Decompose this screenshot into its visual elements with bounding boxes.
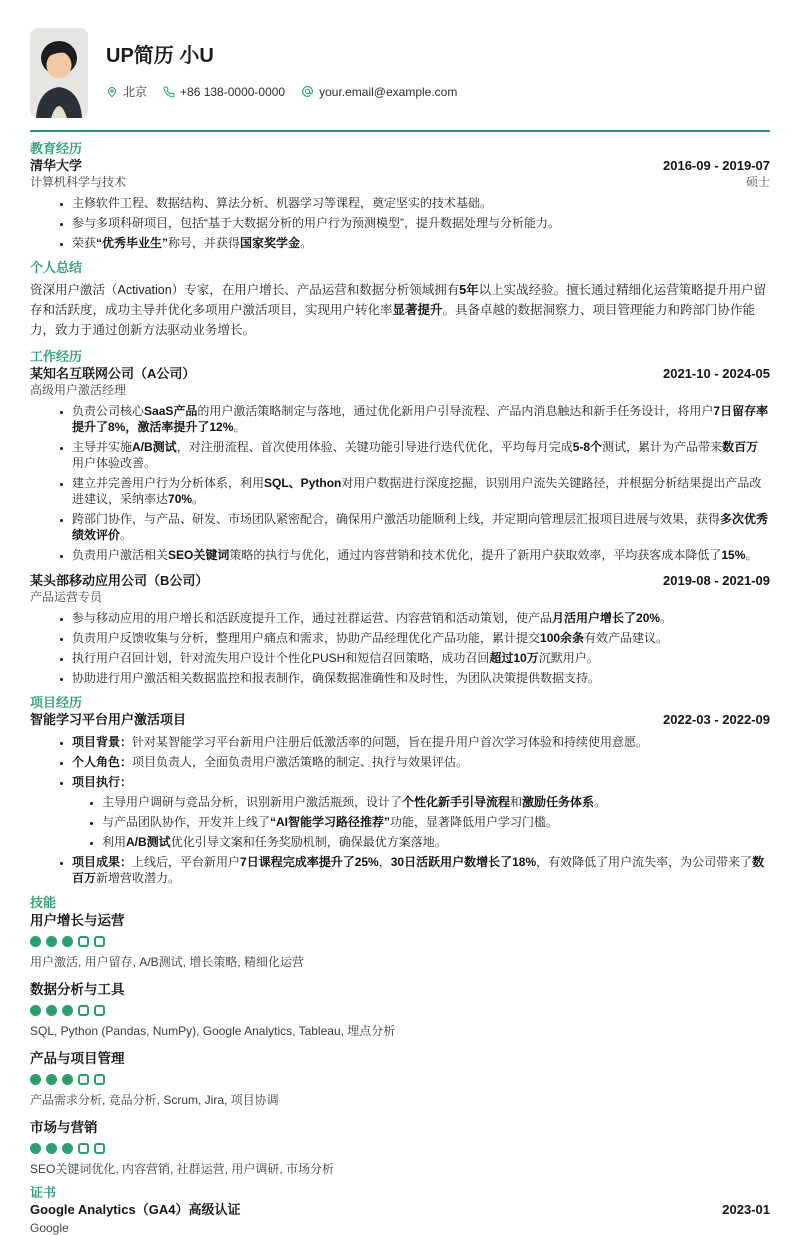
section-work — [30, 349, 770, 686]
sub-bullet-item: • 主导用户调研与竞品分析，识别新用户激活瓶颈，设计了个性化新手引导流程和激励任务体系。 — [102, 794, 770, 810]
bullet-item: • 主导并实施A/B测试，对注册流程、首次使用体验、关键功能引导进行迭代优化，平均每月完成5-8个测试，累计为产品带来数百万用户体验改善。 — [72, 439, 770, 471]
profile-photo — [30, 28, 88, 118]
phone-icon — [163, 86, 175, 98]
bold-text: 激励任务体系 — [522, 795, 595, 809]
section-skills — [30, 895, 770, 1176]
entry-subtitle-right: 硕士 — [745, 175, 770, 189]
bullet-list — [30, 195, 770, 251]
bold-text: “优秀毕业生” — [96, 236, 169, 250]
entry — [30, 158, 770, 251]
resume-header — [30, 0, 770, 118]
section-heading: 项目经历 — [30, 695, 83, 710]
bold-text: 国家奖学金 — [240, 236, 301, 250]
bold-text: 7日课程完成率提升了25% — [240, 855, 379, 869]
skill-dot-filled — [62, 1005, 73, 1016]
skill-dot-empty — [78, 936, 89, 947]
skill-group — [30, 913, 770, 969]
location-icon — [106, 86, 118, 98]
entry-subtitle-row — [30, 384, 770, 397]
bold-text: SEO关键词 — [168, 548, 230, 562]
skill-keywords: SQL, Python (Pandas, NumPy), Google Analytics, Tableau, 埋点分析 — [30, 1024, 396, 1038]
skill-group — [30, 982, 770, 1038]
section-projects — [30, 695, 770, 886]
skill-dot-filled — [46, 936, 57, 947]
bold-text: 项目执行： — [72, 775, 133, 789]
skill-dot-filled — [30, 1143, 41, 1154]
skill-dot-empty — [94, 936, 105, 947]
bullet-item: • 协助进行用户激活相关数据监控和报表制作，确保数据准确性和及时性，为团队决策提供数据支持。 — [72, 670, 770, 686]
bold-text: SaaS产品 — [144, 404, 198, 418]
entry-subtitle: 产品运营专员 — [30, 590, 103, 604]
sub-bullet-list — [72, 794, 770, 850]
entry-subtitle-row — [30, 591, 770, 604]
skill-keywords: SEO关键词优化, 内容营销, 社群运营, 用户调研, 市场分析 — [30, 1162, 335, 1176]
bullet-list — [30, 403, 770, 563]
entry-date: 2016-09 - 2019-07 — [663, 158, 770, 173]
bold-text: 5-8个 — [572, 440, 603, 454]
profile-photo-illustration — [30, 28, 88, 118]
skill-name: 数据分析与工具 — [30, 982, 125, 997]
skill-name: 产品与项目管理 — [30, 1051, 125, 1066]
contact-text: your.email@example.com — [319, 84, 458, 99]
entry-date: 2022-03 - 2022-09 — [663, 712, 770, 727]
contact-item — [301, 85, 457, 99]
entry-date: 2019-08 - 2021-09 — [663, 573, 770, 588]
skill-group — [30, 1051, 770, 1107]
cert-date: 2023-01 — [722, 1202, 770, 1217]
skill-dot-empty — [94, 1143, 105, 1154]
bold-text: 月活用户增长了20% — [552, 611, 661, 625]
bullet-item: • 主修软件工程、数据结构、算法分析、机器学习等课程，奠定坚实的技术基础。 — [72, 195, 770, 211]
bullet-item: • 建立并完善用户行为分析体系，利用SQL、Python对用户数据进行深度挖掘，识别用户流失关键路径，并根据分析结果提出产品改进建议，采纳率达70%。 — [72, 475, 770, 507]
bold-text: 个人角色： — [72, 755, 133, 769]
header-divider — [30, 130, 770, 132]
bullet-item: • 执行用户召回计划，针对流失用户设计个性化PUSH和短信召回策略，成功召回超过10万沉默用户。 — [72, 650, 770, 666]
section-heading: 个人总结 — [30, 260, 83, 275]
bold-text: 超过10万 — [489, 651, 539, 665]
skill-dot-filled — [30, 1005, 41, 1016]
entry-title: 清华大学 — [30, 158, 83, 173]
bullet-item: • 荣获“优秀毕业生”称号，并获得国家奖学金。 — [72, 235, 770, 251]
skill-dot-empty — [78, 1143, 89, 1154]
skill-name: 市场与营销 — [30, 1120, 98, 1135]
contact-text: +86 138-0000-0000 — [180, 84, 286, 99]
entry-subtitle-row — [30, 176, 770, 189]
bold-text: 项目背景： — [72, 735, 133, 749]
entry-subtitle: 计算机科学与技术 — [30, 175, 127, 189]
resume-sections — [30, 141, 770, 1235]
bold-text: 100余条 — [540, 631, 585, 645]
bullet-list — [30, 610, 770, 686]
entry — [30, 573, 770, 686]
section-heading: 教育经历 — [30, 141, 83, 156]
skill-keywords: 产品需求分析, 竞品分析, Scrum, Jira, 项目协调 — [30, 1093, 279, 1107]
skill-dot-empty — [78, 1005, 89, 1016]
bullet-item: • 负责用户反馈收集与分析，整理用户痛点和需求，协助产品经理优化产品功能，累计提交100余条有效产品建议。 — [72, 630, 770, 646]
candidate-name: UP简历 小U — [106, 45, 214, 67]
skill-level-dots — [30, 1074, 770, 1085]
bold-text: 7日留存率提升了8%，激活率提升了12% — [72, 404, 769, 434]
skill-dot-filled — [30, 936, 41, 947]
sub-bullet-item: • 利用A/B测试优化引导文案和任务奖励机制，确保最优方案落地。 — [102, 834, 770, 850]
bold-text: 数百万 — [722, 440, 759, 454]
skill-dot-filled — [30, 1074, 41, 1085]
bullet-item: • 负责用户激活相关SEO关键词策略的执行与优化，通过内容营销和技术优化，提升了新用户获取效率，平均获客成本降低了15%。 — [72, 547, 770, 563]
entry-header — [30, 366, 770, 382]
cert-issuer: Google — [30, 1221, 69, 1235]
contact-row — [106, 83, 457, 100]
skill-dot-filled — [62, 936, 73, 947]
bullet-item — [72, 774, 770, 850]
entry-header — [30, 712, 770, 728]
bullet-list — [30, 734, 770, 886]
bold-text: 个性化新手引导流程 — [402, 795, 511, 809]
cert-title: Google Analytics（GA4）高级认证 — [30, 1202, 241, 1217]
skill-name: 用户增长与运营 — [30, 913, 125, 928]
entry-date: 2021-10 - 2024-05 — [663, 366, 770, 381]
bullet-item: • 跨部门协作，与产品、研发、市场团队紧密配合，确保用户激活功能顺利上线，并定期向管理层汇报项目进展与效果，获得多次优秀绩效评价。 — [72, 511, 770, 543]
bold-text: “AI智能学习路径推荐” — [270, 815, 391, 829]
section-education — [30, 141, 770, 251]
bullet-item: • 项目成果：上线后，平台新用户7日课程完成率提升了25%，30日活跃用户数增长了18%，有效降低了用户流失率，为公司带来了数百万新增营收潜力。 — [72, 854, 770, 886]
section-heading: 证书 — [30, 1185, 57, 1200]
contact-item — [163, 85, 285, 99]
bullet-item: • 参与多项科研项目，包括“基于大数据分析的用户行为预测模型”，提升数据处理与分析能力。 — [72, 215, 770, 231]
section-heading: 工作经历 — [30, 349, 83, 364]
bold-text: 5年 — [459, 283, 479, 297]
skill-dot-filled — [46, 1005, 57, 1016]
bold-text: SQL、Python — [264, 476, 342, 490]
section-certificates — [30, 1185, 770, 1235]
entry — [30, 712, 770, 886]
bold-text: 30日活跃用户数增长了18% — [390, 855, 537, 869]
bold-text: 项目成果： — [72, 855, 133, 869]
contact-item — [106, 83, 147, 100]
skill-dot-filled — [46, 1074, 57, 1085]
bold-text: A/B测试 — [126, 835, 171, 849]
skill-dot-empty — [94, 1005, 105, 1016]
section-summary — [30, 260, 770, 340]
section-heading: 技能 — [30, 895, 57, 910]
bullet-item: • 个人角色：项目负责人，全面负责用户激活策略的制定、执行与效果评估。 — [72, 754, 770, 770]
entry-title: 某头部移动应用公司（B公司） — [30, 573, 209, 588]
entry-subtitle: 高级用户激活经理 — [30, 383, 127, 397]
bold-text: 70% — [168, 492, 193, 506]
bold-text: A/B测试 — [132, 440, 177, 454]
bullet-item: • 负责公司核心SaaS产品的用户激活策略制定与落地，通过优化新用户引导流程、产品内消息触达和新手任务设计，将用户7日留存率提升了8%，激活率提升了12%。 — [72, 403, 770, 435]
skill-dot-filled — [62, 1143, 73, 1154]
header-text-block — [106, 28, 457, 100]
entry — [30, 366, 770, 563]
skill-dot-empty — [78, 1074, 89, 1085]
skill-level-dots — [30, 1143, 770, 1154]
skill-keywords: 用户激活, 用户留存, A/B测试, 增长策略, 精细化运营 — [30, 955, 305, 969]
bold-text: 15% — [721, 548, 746, 562]
summary-paragraph: 资深用户激活（Activation）专家，在用户增长、产品运营和数据分析领域拥有5年以上实战经验。擅长通过精细化运营策略提升用户留存和活跃度，成功主导并优化多项用户激活项目，实现用户转化率显著提升。具备卓越的数据洞察力、项目管理能力和跨部门协作能力，致力于通过创新方法驱动业务增长。 — [30, 283, 767, 337]
email-icon — [301, 85, 314, 98]
cert-header — [30, 1202, 770, 1218]
bold-text: 多次优秀绩效评价 — [72, 512, 769, 542]
cert-entry — [30, 1202, 770, 1235]
bold-text: 显著提升 — [392, 303, 443, 317]
skill-group — [30, 1120, 770, 1176]
bullet-item: • 项目背景：针对某智能学习平台新用户注册后低激活率的问题，旨在提升用户首次学习体验和持续使用意愿。 — [72, 734, 770, 750]
entry-header — [30, 158, 770, 174]
sub-bullet-item: • 与产品团队协作，开发并上线了“AI智能学习路径推荐”功能，显著降低用户学习门槛。 — [102, 814, 770, 830]
skill-dot-filled — [46, 1143, 57, 1154]
bold-text: 数百万 — [72, 855, 765, 885]
contact-text: 北京 — [123, 85, 148, 99]
entry-title: 智能学习平台用户激活项目 — [30, 712, 187, 727]
skill-dot-filled — [62, 1074, 73, 1085]
bullet-item: • 参与移动应用的用户增长和活跃度提升工作，通过社群运营、内容营销和活动策划，使产品月活用户增长了20%。 — [72, 610, 770, 626]
entry-header — [30, 573, 770, 589]
skill-level-dots — [30, 1005, 770, 1016]
skill-dot-empty — [94, 1074, 105, 1085]
skill-level-dots — [30, 936, 770, 947]
entry-title: 某知名互联网公司（A公司） — [30, 366, 196, 381]
